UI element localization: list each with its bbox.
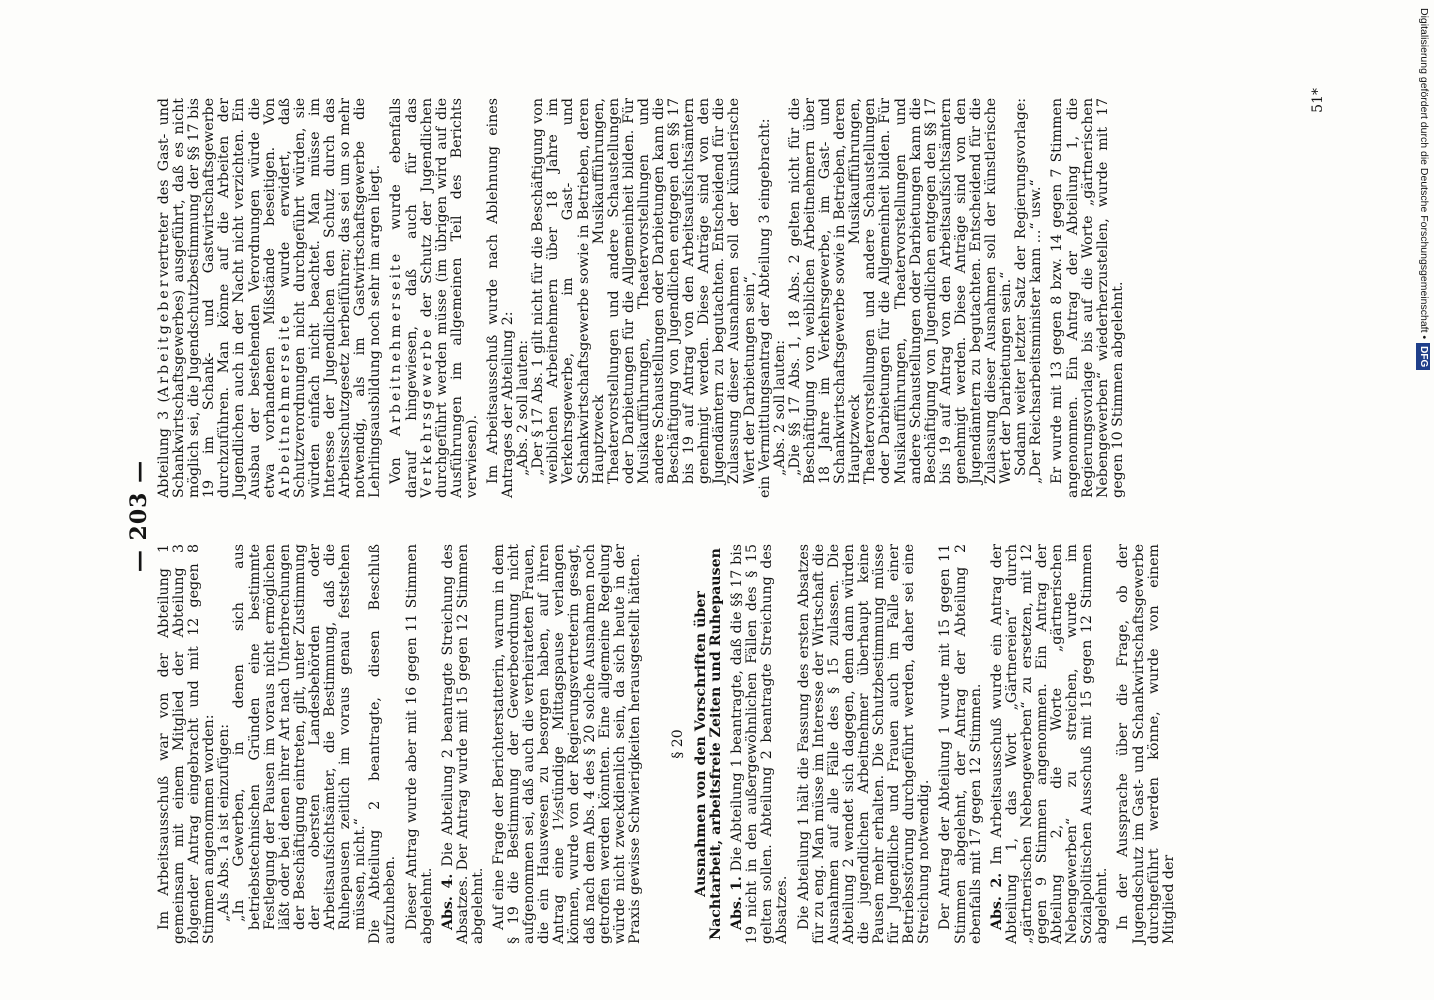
paragraph: Im Arbeitsausschuß war von der Abteilung 1 gemeinsam mit einem Mitglied der Abteilung 3 folgender Antrag eingebracht und mit 12 gegen 8 Stimmen angenommen worden: [156,544,218,944]
dfg-logo: DFG [1416,343,1430,370]
page-number: — 203 — [126,459,152,573]
paragraph: Dieser Antrag wurde aber mit 16 gegen 11 Stimmen abgelehnt. [403,544,435,944]
text-run: der Schutz der Jugendlichen durchgeführt werden müsse (im übrigen wird auf die Ausführungen im allgemeinen Teil des Berichts verwiesen). [418,98,480,498]
paragraph [730,544,790,944]
paragraph-label: Abs. 4. [439,873,456,930]
paragraph-text: Im Arbeitsausschuß wurde ein Antrag der Abteilung 1, das Wort „Gärtnereien“ durch „gärtnerischen Nebengewerben“ zu ersetzen, mit 12 gegen 9 Stimmen angenommen. Ein Antrag der Abteilung 2, die Worte „gärtnerischen Nebengewerben“ zu streichen, wurde im Sozialpolitischen Ausschuß mit 15 gegen 12 Stimmen abgelehnt. [988,543,1111,944]
digitization-notice [1414,8,1434,992]
paragraph: Er wurde mit 13 gegen 8 bzw. 14 gegen 7 Stimmen angenommen. Ein Antrag der Abteilung 1, die Regierungsvorlage bis auf die Worte „gärtnerischen Nebengewerben“ wiederherzustellen, wurde mit 17 gegen 10 Stimmen abgelehnt. [1049,98,1126,498]
spaced-text: Arbeitnehmerseite [388,250,405,437]
paragraph: In der Aussprache über die Frage, ob der Jugendschutz im Gast- und Schankwirtschaftsgewerbe durchgeführt werden könne, wurde von einem Mitglied der [1115,544,1177,944]
paragraph [441,544,486,944]
spaced-text: Verkehrsgewerbe [418,326,435,498]
paragraph: Der Antrag der Abteilung 1 wurde mit 15 gegen 11 Stimmen abgelehnt, der Antrag der Abteilung 2 ebenfalls mit 17 gegen 12 Stimmen. [937,544,984,944]
paragraph-label: Abs. 2. [988,872,1005,930]
text-run: Von [388,457,405,484]
rotated-page-content [126,88,1326,944]
left-column [157,544,1177,944]
paragraph [389,98,480,498]
paragraph-label: Abs. 1. [729,876,746,930]
paragraph [157,98,383,498]
text-run: vertreter des Gast- und Schankwirtschaftsgewerbes) ausgeführt, daß es nicht möglich sei, die Jugendschutzbestimmung der §§ 17 bis 19 im Schank- und Gastwirtschaftsgewerbe durchzuführen. Man könne auf die Arbeiten der Jugendlichen auch in der Nacht nicht verzichten. Ein Ausbau der bestehenden Verordnungen würde die etwa vorhandenen Mißstände beseitigen. Von [156,98,278,498]
quote-text: „In Gewerben, in denen sich aus betriebstechnischen Gründen eine bestimmte Festlegung der Pausen im voraus nicht ermöglichen läßt oder bei denen ihrer Art nach Unterbrechungen der Beschäftigung eintreten, gilt, unter Zustimmung der obersten Landesbehörden oder Arbeitsaufsichtsämter, die Bestimmung, daß die Ruhepausen zeitlich im voraus genau feststehen müssen, nicht.“ [231,544,369,930]
right-column [157,98,1126,498]
quote-intro: „Als Abs. 1a ist einzufügen: [216,723,233,922]
text-run: Abteilung 3 ( [156,397,172,498]
signature-mark: 51* [1310,88,1326,113]
text-run: wurde ebenfalls darauf hingewiesen, daß auch für das [388,98,420,498]
quote-text: Sodann weiter letzter Satz der Regierungsvorlage: „Der Reichsarbeitsminister kann ...“ usw.“ [1013,98,1045,484]
paragraph-text: Die Abteilung 2 beantragte Streichung des Absatzes. Der Antrag wurde mit 15 gegen 12 Stimmen abgelehnt. [439,544,486,944]
section-heading: Ausnahmen von den Vorschriften über Nachtarbeit, arbeitsfreie Zeiten und Ruhepausen [693,548,725,940]
text-run: wurde erwidert, daß Schutzverordnungen nicht durchgeführt würden, sie würden einfach nicht beachtet. Man müsse im Interesse der Jugendlichen den Schutz durch das Arbeitsschutzgesetz herbeiführen; das sei um so mehr notwendig, als im Gastwirtschaftsgewerbe die Lehrlingsausbildung noch sehr im argen liegt. [276,98,384,498]
paragraph: Die Abteilung 2 beantragte, diesen Beschluß aufzuheben. [367,544,399,944]
spaced-text: Arbeitgeber [156,277,172,397]
quote-intro: „Abs. 2 soll lauten: [515,339,532,476]
quote-text: „Der § 17 Abs. 1 gilt nicht für die Beschäftigung von weiblichen Arbeitnehmern über 18 Jahre im Verkehrsgewerbe, im Gast- und Schankwirtschaftsgewerbe sowie in Betrieben, deren Hauptzweck Musikaufführungen, Theatervorstellungen und andere Schaustellungen oder Darbietungen für die Allgemeinheit bilden. Für Musikaufführungen, Theatervorstellungen und andere Schaustellungen oder Darbietungen kann die Beschäftigung von Jugendlichen entgegen den §§ 17 bis 19 auf Antrag von den Arbeitsaufsichtsämtern genehmigt werden. Diese Anträge sind von den Jugendämtern zu begutachten. Entscheidend für die Zulassung dieser Ausnahmen soll der künstlerische Wert der Darbietungen sein“, [530,98,758,484]
paragraph [990,544,1111,944]
quote-intro: „Abs. 2 soll lauten: [771,339,788,476]
quote-text: „Die §§ 17 Abs. 1, 18 Abs. 2 gelten nicht für die Beschäftigung von weiblichen Arbeitnehmern über 18 Jahre im Verkehrsgewerbe, im Gast- und Schankwirtschaftsgewerbe sowie in Betrieben, deren Hauptzweck Musikaufführungen, Theatervorstellungen und andere Schaustellungen oder Darbietungen für die Allgemeinheit bilden. Für Musikaufführungen, Theatervorstellungen und andere Schaustellungen oder Darbietungen kann die Beschäftigung von Jugendlichen entgegen den §§ 17 bis 19 auf Antrag von den Arbeitsaufsichtsämtern genehmigt werden. Diese Anträge sind von den Jugendämtern zu begutachten. Entscheidend für die Zulassung dieser Ausnahmen soll der künstlerische Wert der Darbietungen sein.“ [786,98,1015,484]
paragraph: Die Abteilung 1 hält die Fassung des ersten Absatzes für zu eng. Man müsse im Interesse der Wirtschaft die Ausnahmen auf alle Fälle des § 15 zulassen. Die Abteilung 2 wendet sich dagegen, denn dann würden die jugendlichen Arbeitnehmer überhaupt keine Pausen mehr erhalten. Die Schutzbestimmung müsse für Jugendliche und Frauen auch im Falle einer Betriebsstörung durchgeführt werden, daher sei eine Streichung notwendig. [795,544,933,944]
digitization-notice-text: Digitalisierung gefördert durch die Deutsche Forschungsgemeinschaft • [1418,8,1430,340]
paragraph: Auf eine Frage der Berichterstatterin, warum in dem § 19 die Bestimmung der Gewerbeordnung nicht aufgenommen sei, daß auch die verheirateten Frauen, die ein Hauswesen zu besorgen haben, auf ihren Antrag eine 1½stündige Mittagspause verlangen können, wurde von der Regierungsvertreterin gesagt, daß nach dem Abs. 4 des § 20 solche Ausnahmen noch getroffen werden könnten. Eine allgemeine Regelung würde nicht zweckdienlich sein, da sich heute in der Praxis gewisse Schwierigkeiten herausgestellt hätten. [490,544,643,944]
paragraph-text: Die Abteilung 1 beantragte, daß die §§ 17 bis 19 nicht in den außergewöhnlichen Fällen des § 15 gelten sollen. Abteilung 2 beantragte Streichung des Absatzes. [729,543,791,944]
paragraph: Im Arbeitsausschuß wurde nach Ablehnung eines Antrages der Abteilung 2: [484,98,517,498]
paragraph: ein Vermittlungsantrag der Abteilung 3 eingebracht: [756,118,773,498]
section-number: § 20 [669,729,686,759]
spaced-text: Arbeitnehmerseite [276,312,293,498]
